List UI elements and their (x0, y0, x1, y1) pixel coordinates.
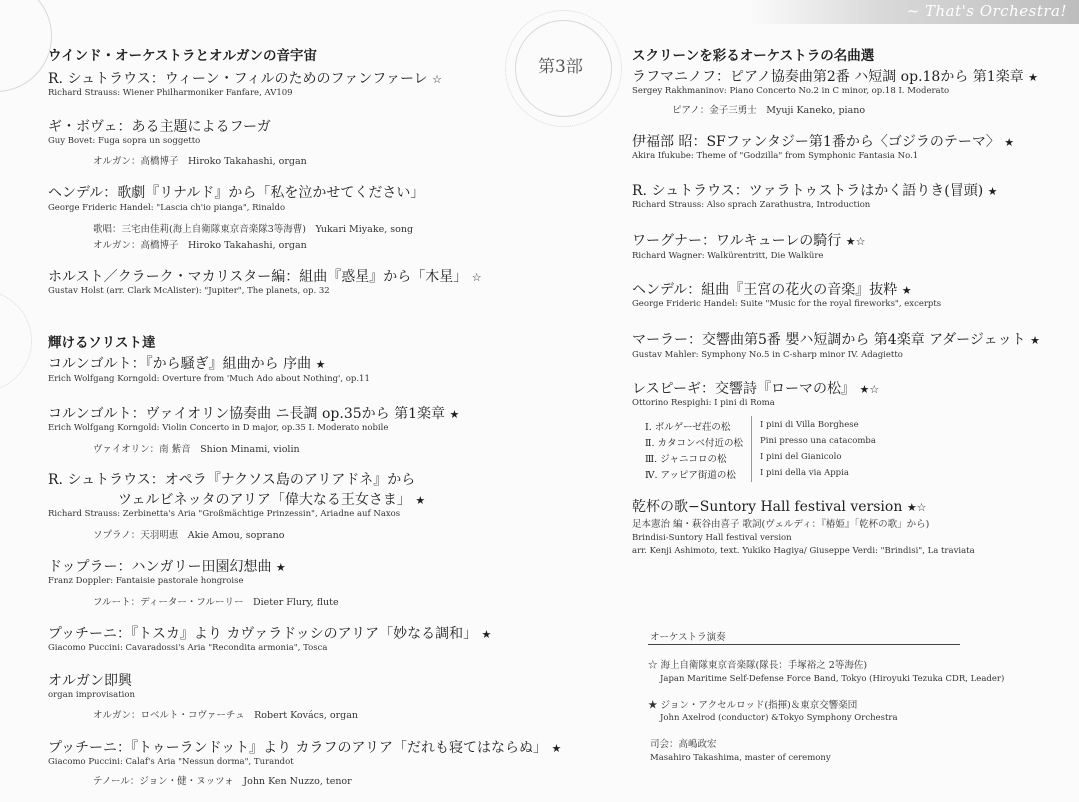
program-title: オルガン即興 (48, 673, 132, 689)
movement-jp: Ⅳ. アッピア街道の松 (645, 470, 736, 481)
star-mark: ★ (987, 185, 998, 198)
program-title: プッチーニ：『トスカ』より カヴァラドッシのアリア「妙なる調和」 ★ (48, 626, 492, 642)
star-mark: ★ (901, 284, 912, 297)
performer: テノール：ジョン・健・ヌッツォ John Ken Nuzzo, tenor (93, 776, 352, 787)
program-title: ラフマニノフ：ピアノ協奏曲第2番 ハ短調 op.18から 第1楽章 ★ (632, 69, 1039, 85)
english-title: Giacomo Puccini: Cavaradossi's Aria "Recondita armonia", Tosca (48, 643, 328, 653)
star-mark: ★ (449, 408, 460, 421)
program-title: ドップラー：ハンガリー田園幻想曲 ★ (48, 559, 286, 575)
english-title: Erich Wolfgang Korngold: Violin Concerto in D major, op.35 I. Moderato nobile (48, 423, 389, 433)
performer: ヴァイオリン：南 紫音 Shion Minami, violin (93, 444, 300, 455)
program-title: 伊福部 昭：SFファンタジー第1番から〈ゴジラのテーマ〉 ★ (632, 134, 1015, 150)
performer: オルガン：高橋博子 Hiroko Takahashi, organ (93, 156, 307, 167)
program-title: R. シュトラウス：ツァラトゥストラはかく語りき(冒頭) ★ (632, 183, 998, 199)
section-title: ウインド・オーケストラとオルガンの音宇宙 (48, 48, 318, 64)
english-title: Giacomo Puccini: Calaf's Aria "Nessun dorma", Turandot (48, 757, 294, 767)
star-mark: ★ (275, 561, 286, 574)
program-title-line2: ツェルビネッタのアリア「偉大なる王女さま」 ★ (118, 492, 426, 508)
program-title: ヘンデル：歌劇『リナルド』から「私を泣かせてください」 (48, 185, 425, 201)
movement-jp: Ⅰ. ボルゲーゼ荘の松 (645, 422, 731, 433)
english-title: George Frideric Handel: Suite "Music for the royal fireworks", excerpts (632, 299, 942, 309)
english-title: Erich Wolfgang Korngold: Overture from 'Much Ado about Nothing', op.11 (48, 374, 370, 384)
program-title: コルンゴルト：ヴァイオリン協奏曲 ニ長調 op.35から 第1楽章 ★ (48, 406, 460, 422)
header-banner (749, 0, 1079, 24)
star-mark: ☆ (471, 271, 482, 284)
program-title: R. シュトラウス：ウィーン・フィルのためのファンファーレ ☆ (48, 71, 442, 87)
orchestra-heading: オーケストラ演奏 (650, 632, 726, 643)
movement-jp: Ⅲ. ジャニコロの松 (645, 454, 727, 465)
star-mark: ☆ (648, 660, 658, 671)
program-title: コルンゴルト：『から騒ぎ』組曲から 序曲 ★ (48, 356, 326, 372)
orchestra-group: ★ ジョン・アクセルロッド(指揮)＆東京交響楽団 (648, 700, 858, 711)
orchestra-group-en: John Axelrod (conductor) &Tokyo Symphony Orchestra (660, 713, 898, 723)
program-title: 乾杯の歌−Suntory Hall festival version ★☆ (632, 499, 927, 515)
star-mark: ★ (1004, 136, 1015, 149)
performer: オルガン：ロベルト・コヴァーチュ Robert Kovács, organ (93, 710, 359, 721)
star-mark: ★ (481, 628, 492, 641)
program-title: マーラー：交響曲第5番 嬰ハ短調から 第4楽章 アダージェット ★ (632, 332, 1040, 348)
performer: フルート：ディーター・フルーリー Dieter Flury, flute (93, 597, 339, 608)
english-title: Richard Strauss: Wiener Philharmoniker Fanfare, AV109 (48, 88, 293, 98)
performer: ピアノ：金子三勇士 Myuji Kaneko, piano (672, 105, 866, 116)
program-subtitle: 足本憲治 編・萩谷由喜子 歌詞(ヴェルディ：『椿姫』「乾杯の歌」から) (632, 519, 930, 530)
star-mark: ★ (551, 742, 562, 755)
part-label: 第3部 (538, 57, 583, 77)
program-title: レスピーギ：交響詩『ローマの松』 ★☆ (632, 381, 880, 397)
movement-it: I pini di Villa Borghese (760, 420, 859, 430)
star-mark: ★ (1030, 334, 1040, 347)
star-mark: ★☆ (845, 235, 866, 248)
ornament-left-mid (0, 290, 32, 392)
movement-it: I pini del Gianicolo (760, 452, 842, 462)
star-mark: ★ (315, 358, 326, 371)
star-mark: ★ (415, 494, 426, 507)
ornament-left-top (0, 0, 52, 92)
movement-it: Pini presso una catacomba (760, 436, 876, 446)
english-title: Franz Doppler: Fantaisie pastorale hongroise (48, 576, 244, 586)
english-title: Akira Ifukube: Theme of "Godzilla" from Symphonic Fantasia No.1 (632, 151, 919, 161)
section-title: 輝けるソリスト達 (48, 335, 156, 351)
star-mark: ★ (1028, 71, 1039, 84)
mc-en: Masahiro Takashima, master of ceremony (650, 753, 831, 763)
english-title: Brindisi-Suntory Hall festival version (632, 533, 792, 543)
program-title: プッチーニ：『トゥーランドット』より カラフのアリア「だれも寝てはならぬ」 ★ (48, 740, 562, 756)
english-title: Gustav Mahler: Symphony No.5 in C-sharp minor IV. Adagietto (632, 350, 903, 360)
program-title: ホルスト／クラーク・マカリスター編：組曲『惑星』から「木星」 ☆ (48, 269, 482, 285)
banner-text: ~ That's Orchestra! (906, 2, 1067, 20)
english-title: Richard Strauss: Also sprach Zarathustra, Introduction (632, 200, 871, 210)
section-title: スクリーンを彩るオーケストラの名曲選 (632, 48, 875, 64)
orchestra-rule (648, 644, 960, 645)
movement-jp: Ⅱ. カタコンベ付近の松 (645, 438, 743, 449)
program-title: ヘンデル：組曲『王宮の花火の音楽』抜粋 ★ (632, 282, 912, 298)
orchestra-group: ☆ 海上自衛隊東京音楽隊(隊長：手塚裕之 2等海佐) (648, 660, 868, 671)
english-title: Gustav Holst (arr. Clark McAlister): "Jupiter", The planets, op. 32 (48, 286, 330, 296)
english-title: Richard Strauss: Zerbinetta's Aria "Großmächtige Prinzessin", Ariadne auf Naxos (48, 509, 401, 519)
movement-divider (751, 416, 752, 482)
english-title: Richard Wagner: Walkürentritt, Die Walküre (632, 251, 824, 261)
movement-it: I pini della via Appia (760, 468, 849, 478)
english-title: George Frideric Handel: "Lascia ch'io pianga", Rinaldo (48, 203, 286, 213)
performer: ソプラノ：天羽明恵 Akie Amou, soprano (93, 530, 285, 541)
program-title: ギ・ボヴェ：ある主題によるフーガ (48, 119, 271, 135)
english-title: Guy Bovet: Fuga sopra un soggetto (48, 136, 201, 146)
performer: オルガン：高橋博子 Hiroko Takahashi, organ (93, 240, 307, 251)
orchestra-group-en: Japan Maritime Self-Defense Force Band, Tokyo (Hiroyuki Tezuka CDR, Leader) (660, 674, 1005, 684)
program-title: ワーグナー：ワルキューレの騎行 ★☆ (632, 233, 866, 249)
performer: 歌唱：三宅由佳莉(海上自衛隊東京音楽隊3等海曹) Yukari Miyake, song (93, 224, 414, 235)
english-title-line2: arr. Kenji Ashimoto, text. Yukiko Hagiya/ Giuseppe Verdi: "Brindisi", La traviata (632, 546, 975, 556)
star-mark: ☆ (432, 73, 442, 86)
star-mark: ★ (648, 700, 658, 711)
english-title: organ improvisation (48, 690, 135, 700)
star-mark: ★☆ (906, 501, 927, 514)
english-title: Ottorino Respighi: I pini di Roma (632, 398, 775, 408)
mc-jp: 司会：高嶋政宏 (650, 739, 717, 750)
english-title: Sergey Rakhmaninov: Piano Concerto No.2 in C minor, op.18 I. Moderato (632, 86, 950, 96)
star-mark: ★☆ (859, 383, 880, 396)
program-title: R. シュトラウス：オペラ『ナクソス島のアリアドネ』から (48, 472, 416, 488)
